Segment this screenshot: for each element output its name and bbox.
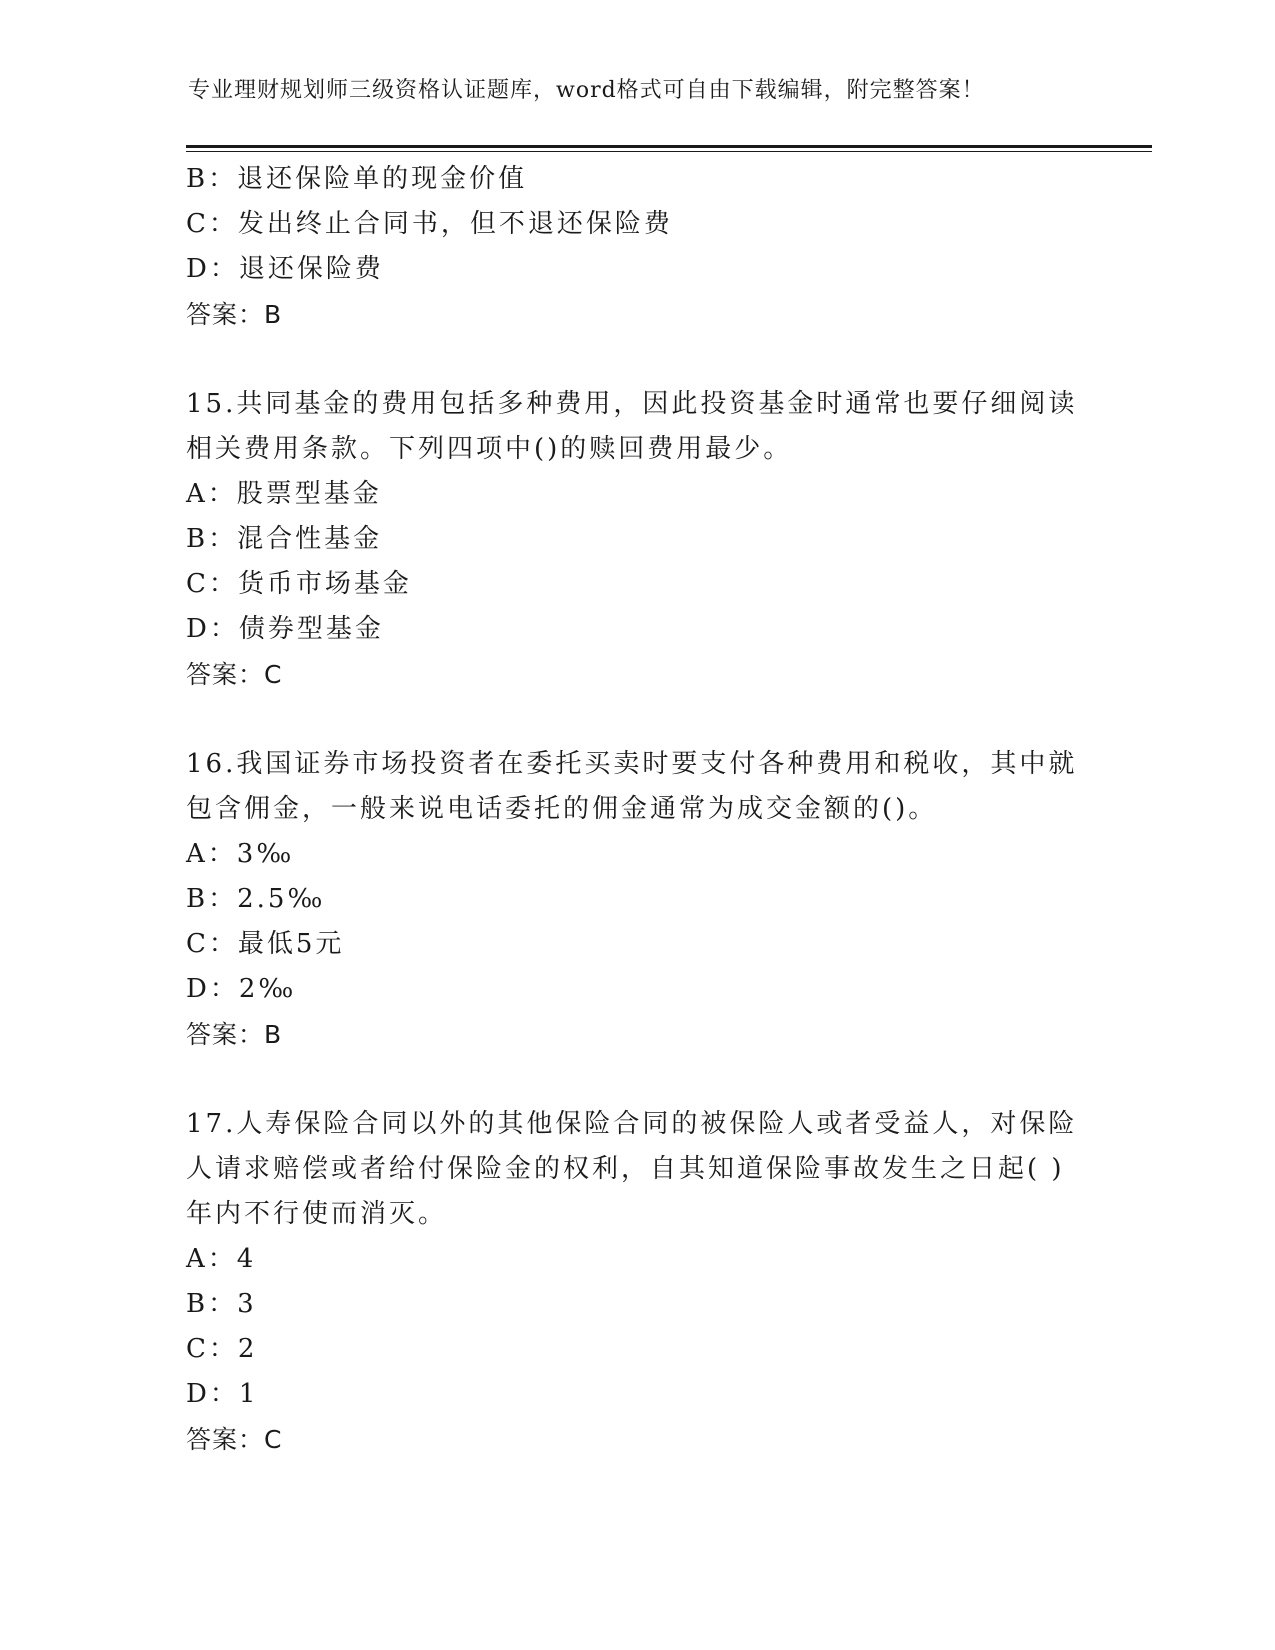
header-rule-thick (186, 145, 1152, 148)
header-rule-thin (186, 151, 1152, 152)
option-a: A：4 (186, 1244, 257, 1274)
option-b: B：混合性基金 (186, 524, 383, 554)
question-text: 人请求赔偿或者给付保险金的权利，自其知道保险事故发生之日起( ) (186, 1154, 1065, 1184)
answer: 答案：B (186, 1020, 283, 1049)
option-b: B：3 (186, 1289, 257, 1319)
continued-question (186, 157, 1086, 337)
question-17 (186, 1102, 1086, 1462)
question-text: 16.我国证券市场投资者在委托买卖时要支付各种费用和税收，其中就 (186, 749, 1078, 779)
answer: 答案：C (186, 1425, 283, 1454)
option-c: C：2 (186, 1334, 258, 1364)
option-c: C：货币市场基金 (186, 569, 412, 599)
option-d: D：退还保险费 (186, 254, 384, 284)
option-d: D：1 (186, 1379, 259, 1409)
question-16 (186, 742, 1086, 1057)
question-text: 15.共同基金的费用包括多种费用，因此投资基金时通常也要仔细阅读 (186, 389, 1078, 419)
question-text: 17.人寿保险合同以外的其他保险合同的被保险人或者受益人，对保险 (186, 1109, 1078, 1139)
question-text: 包含佣金，一般来说电话委托的佣金通常为成交金额的()。 (186, 794, 938, 824)
option-b: B：2.5‰ (186, 884, 326, 914)
option-d: D：债券型基金 (186, 614, 384, 644)
option-c: C：发出终止合同书，但不退还保险费 (186, 209, 673, 239)
document-body (186, 157, 1086, 1462)
option-b: B：退还保险单的现金价值 (186, 164, 528, 194)
option-a: A：3‰ (186, 839, 295, 869)
page-header: 专业理财规划师三级资格认证题库，word格式可自由下载编辑，附完整答案！ (188, 78, 985, 103)
question-text: 相关费用条款。下列四项中()的赎回费用最少。 (186, 434, 793, 464)
option-d: D：2‰ (186, 974, 297, 1004)
question-15 (186, 382, 1086, 697)
answer: 答案：B (186, 300, 283, 329)
option-c: C：最低5元 (186, 929, 345, 959)
answer: 答案：C (186, 660, 283, 689)
option-a: A：股票型基金 (186, 479, 382, 509)
question-text: 年内不行使而消灭。 (186, 1199, 448, 1229)
